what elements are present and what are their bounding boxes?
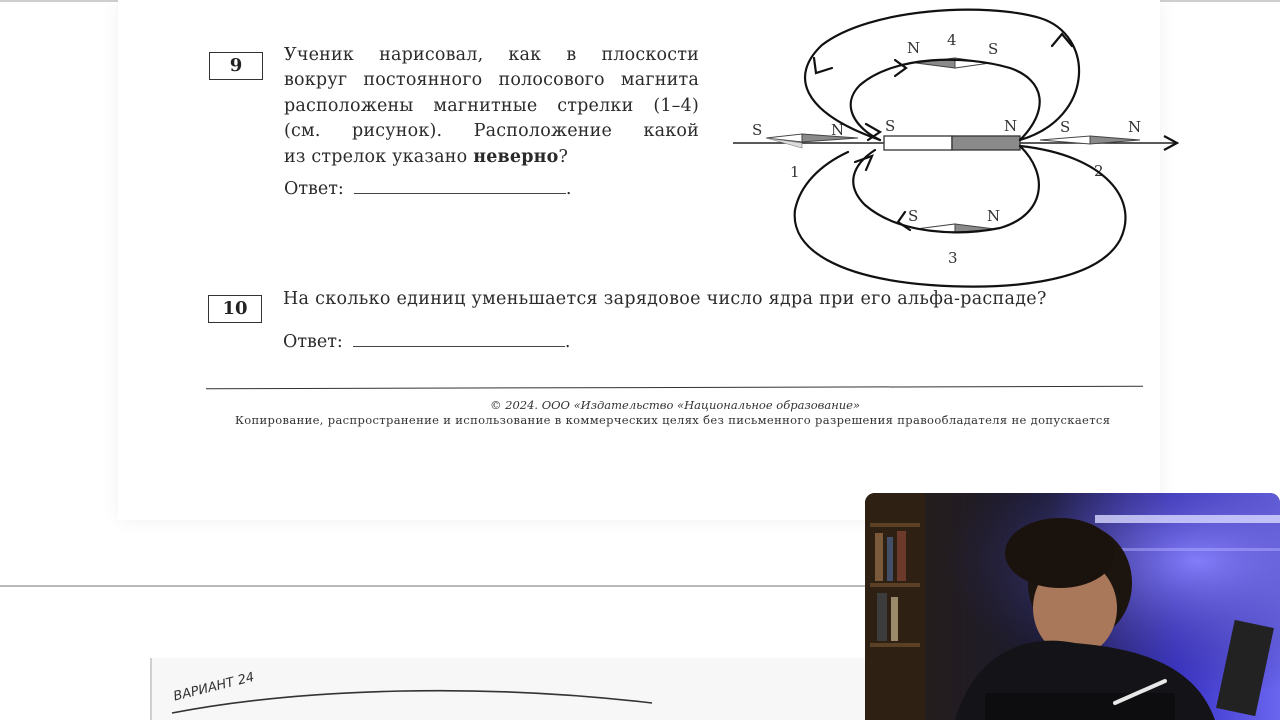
magnet-south-half: [884, 136, 952, 150]
compass-needle-1: [766, 134, 858, 148]
arrow-2-s-label: S: [1060, 118, 1071, 136]
magnet-n-label: N: [1004, 117, 1018, 135]
arrow-3-n-label: N: [987, 207, 1001, 225]
webcam-video-frame: [865, 493, 1280, 720]
footer-notice: Копирование, распространение и использование в коммерческих целях без письменного разрешения правообладателя не допускается: [235, 413, 1111, 427]
task-10-number: 10: [222, 298, 248, 319]
arrow-1-number: 1: [790, 163, 800, 181]
webcam-overlay: [865, 493, 1280, 720]
task-9-answer-label: Ответ:: [284, 179, 344, 199]
task-9-bold-word: неверно: [473, 146, 559, 167]
arrow-1-n-label: N: [831, 121, 845, 139]
task-10-answer-end: .: [564, 332, 571, 352]
arrow-4-s-label: S: [988, 40, 999, 58]
arrow-4-number: 4: [947, 31, 957, 49]
footer-copyright: © 2024. ООО «Издательство «Национальное образование»: [489, 398, 861, 412]
task-9-line-3: расположены магнитные стрелки (1–4): [284, 95, 699, 116]
next-page-preview: [150, 658, 867, 720]
task-10-answer: [283, 330, 570, 352]
task-9-answer-end: .: [565, 179, 572, 199]
arrow-2-n-label: N: [1128, 118, 1142, 136]
task-9-line-2: вокруг постоянного полосового магнита: [284, 70, 699, 91]
arrow-3-s-label: S: [908, 207, 919, 225]
magnet-north-half: [952, 136, 1020, 150]
task-9-number: 9: [229, 55, 243, 76]
task-10-number-box: [208, 295, 262, 323]
arrow-2-number: 2: [1094, 162, 1104, 180]
arrow-1-s-label: S: [752, 121, 763, 139]
task-9-line-4: (см. рисунок). Расположение какой: [284, 121, 699, 142]
task-10-answer-blank[interactable]: [353, 330, 565, 347]
task-9-line-5-suffix: ?: [558, 146, 569, 167]
task-10-question: На сколько единиц уменьшается зарядовое число ядра при его альфа-распаде?: [283, 289, 1047, 309]
task-9-line-1: Ученик нарисовал, как в плоскости: [284, 45, 699, 65]
page-divider: [0, 585, 865, 587]
arrow-4-n-label: N: [907, 39, 921, 57]
variant-label: ВАРИАНТ 24: [172, 669, 256, 705]
magnet-figure: [0, 0, 1280, 300]
next-page-header-curve: [152, 658, 867, 720]
arrow-3-number: 3: [948, 249, 958, 267]
magnet-s-label: S: [885, 117, 896, 135]
task-9-line-5-prefix: из стрелок указано: [284, 146, 474, 167]
task-10-answer-label: Ответ:: [283, 332, 343, 352]
